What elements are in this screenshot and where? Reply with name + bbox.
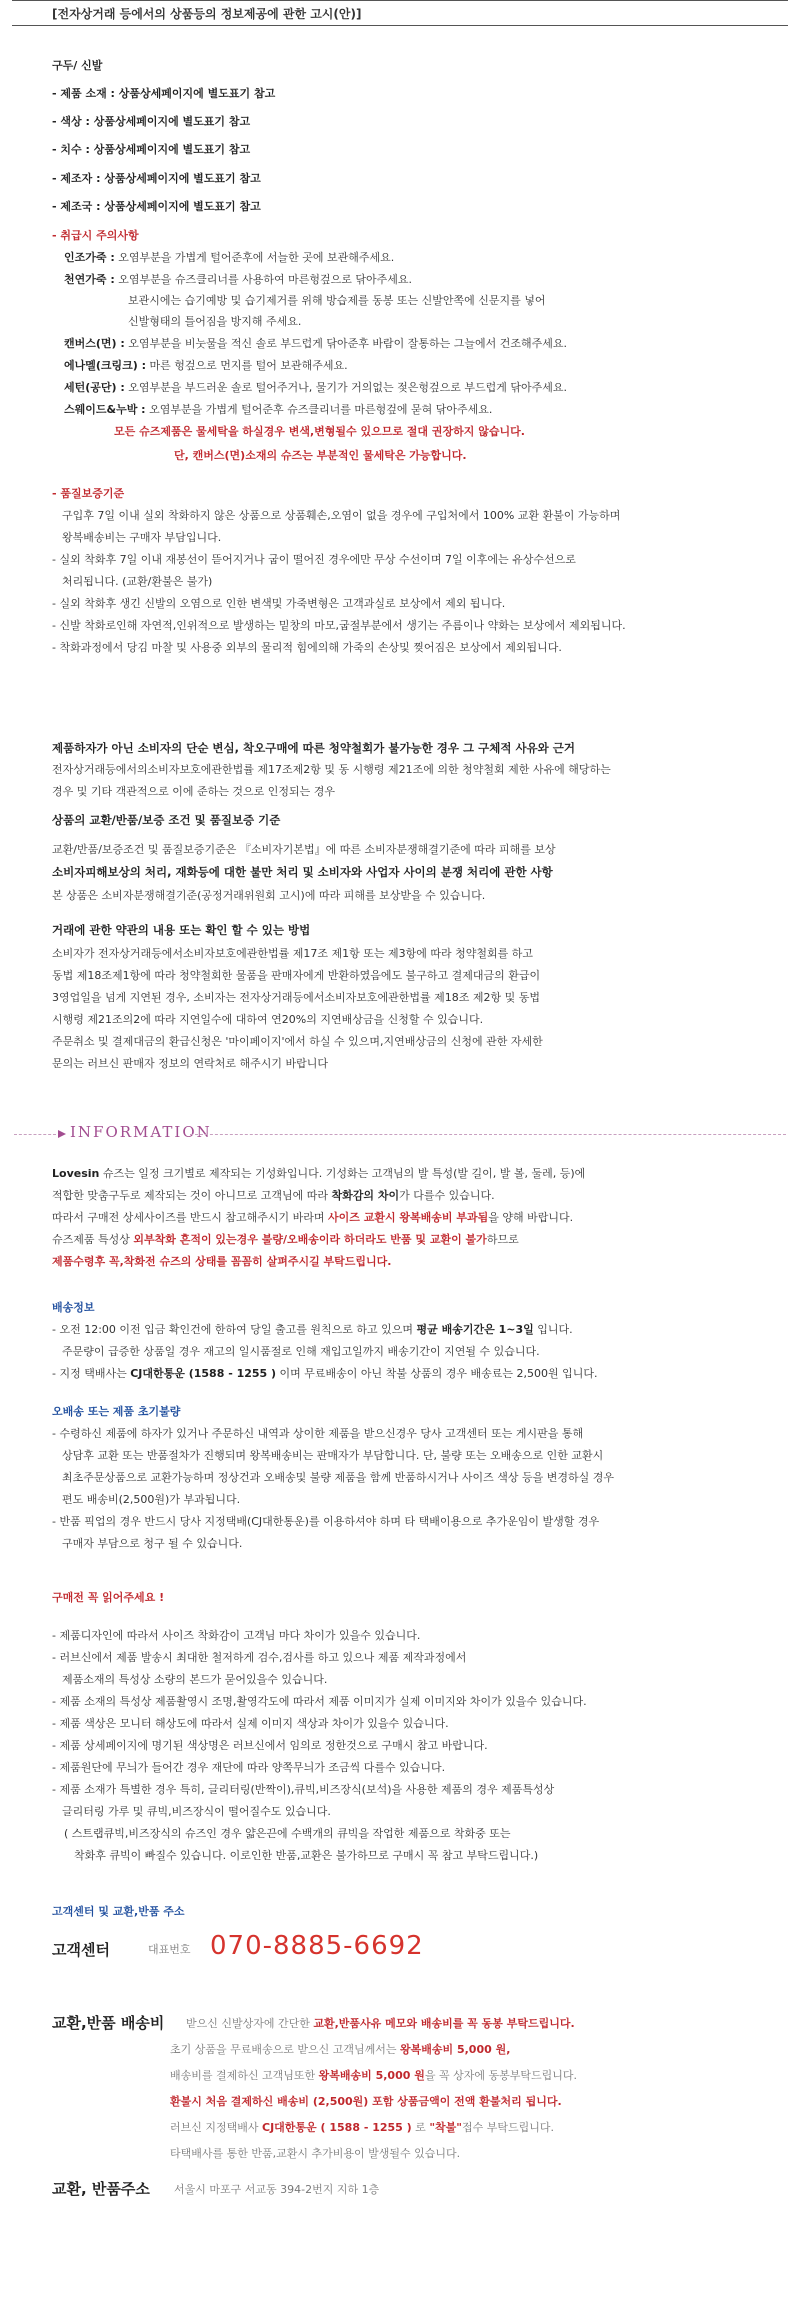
care-warning: 모든 슈즈제품은 물세탁을 하실경우 변색,변형될수 있으므로 절대 권장하지 않습니다. <box>114 425 525 438</box>
care-line: 캔버스(면) : 오염부분을 비눗물을 적신 솔로 부드럽게 닦아준후 바람이 잘통하는 그늘에서 건조해주세요. <box>64 337 568 350</box>
product-item: - 치수 : 상품상세페이지에 별도표기 참고 <box>52 143 251 156</box>
product-item: - 색상 : 상품상세페이지에 별도표기 참고 <box>52 115 251 128</box>
return-fee-line: 배송비를 결제하신 고객님또한 왕복배송비 5,000 원을 꼭 상자에 동봉부탁드립니다. <box>170 2069 577 2082</box>
care-line: 신발형태의 틀어짐을 방지해 주세요. <box>128 315 302 328</box>
return-fee-line: 초기 상품을 무료배송으로 받으신 고객님께서는 왕복배송비 5,000 원, <box>170 2043 511 2056</box>
phone-number: 070-8885-6692 <box>210 1931 424 1961</box>
info-line: 슈즈제품 특성상 외부착화 흔적이 있는경우 불량/오배송이라 하더라도 반품 및 교환이 불가하므로 <box>52 1233 519 1246</box>
info-line: 적합한 맞춤구두로 제작되는 것이 아니므로 고객님에 따라 착화감의 차이가 다를수 있습니다. <box>52 1189 495 1202</box>
product-category: 구두/ 신발 <box>52 59 103 72</box>
return-fee-line: 러브신 지정택배사 CJ대한통운 ( 1588 - 1255 ) 로 "착불"접수 부탁드립니다. <box>170 2121 555 2134</box>
defect-line: 편도 배송비(2,500원)가 부과됩니다. <box>62 1493 241 1506</box>
defect-title: 오배송 또는 제품 초기불량 <box>52 1405 181 1418</box>
return-fee-label: 교환,반품 배송비 <box>52 2014 165 2032</box>
defect-line: 최초주문상품으로 교환가능하며 정상건과 오배송및 불량 제품을 함께 반품하시거나 사이즈 색상 등을 변경하실 경우 <box>62 1471 615 1484</box>
shipping-line: - 오전 12:00 이전 입금 확인건에 한하여 당일 출고를 원칙으로 하고 있으며 평균 배송기간은 1~3일 입니다. <box>52 1323 573 1336</box>
quality-title: - 품질보증기준 <box>52 487 125 500</box>
shipping-title: 배송정보 <box>52 1301 95 1314</box>
information-title: INFORMATION <box>70 1123 212 1141</box>
shipping-line: 주문량이 급증한 상품일 경우 재고의 일시품절로 인해 재입고일까지 배송기간이 지연될 수 있습니다. <box>62 1345 540 1358</box>
shipping-line: - 지정 택배사는 CJ대한통운 (1588 - 1255 ) 이며 무료배송이 아닌 착불 상품의 경우 배송료는 2,500원 입니다. <box>52 1367 598 1380</box>
quality-line: - 실외 착화후 생긴 신발의 오염으로 인한 변색및 가죽변형은 고객과실로 보상에서 제외 됩니다. <box>52 597 506 610</box>
before-buy-title: 구매전 꼭 읽어주세요 ! <box>52 1591 165 1604</box>
care-line: 인조가죽 : 오염부분을 가볍게 털어준후에 서늘한 곳에 보관해주세요. <box>64 251 395 264</box>
before-buy-line: 착화후 큐빅이 빠질수 있습니다. 이로인한 반품,교환은 불가하므로 구매시 꼭 참고 부탁드립니다.) <box>74 1849 539 1862</box>
care-line: 스웨이드&누박 : 오염부분을 가볍게 털어준후 슈즈클리너를 마른헝겊에 묻혀 닦아주세요. <box>64 403 493 416</box>
quality-line: - 신발 착화로인해 자연적,인위적으로 발생하는 밑창의 마모,굽절부분에서 생기는 주름이나 약화는 보상에서 제외됩니다. <box>52 619 626 632</box>
terms-line: 문의는 러브신 판매자 정보의 연락처로 해주시기 바랍니다 <box>52 1057 329 1070</box>
quality-line: - 착화과정에서 당김 마찰 및 사용중 외부의 물리적 힘에의해 가죽의 손상및 찢어짐은 보상에서 제외됩니다. <box>52 641 562 654</box>
terms-line: 동법 제18조제1항에 따라 청약철회한 물품을 판매자에게 반환하였음에도 불구하고 결제대금의 환급이 <box>52 969 541 982</box>
before-buy-line: - 제품 상세페이지에 명기된 색상명은 러브신에서 임의로 정한것으로 구매시 참고 바랍니다. <box>52 1739 488 1752</box>
brand-name: Lovesin <box>52 1167 100 1180</box>
exchange-line: 교환/반품/보증조건 및 품질보증기준은 『소비자기본법』에 따른 소비자분쟁해결기준에 따라 피해를 보상 <box>52 843 556 856</box>
info-line: 따라서 구매전 상세사이즈를 반드시 참고해주시기 바라며 사이즈 교환시 왕복배송비 부과됨을 양해 바랍니다. <box>52 1211 574 1224</box>
terms-line: 소비자가 전자상거래등에서소비자보호에관한법률 제17조 제1항 또는 제3항에 따라 청약철회를 하고 <box>52 947 534 960</box>
defect-line: - 수령하신 제품에 하자가 있거나 주문하신 내역과 상이한 제품을 받으신경우 당사 고객센터 또는 게시판을 통해 <box>52 1427 584 1440</box>
quality-line: 처리됩니다. (교환/환불은 불가) <box>62 575 213 588</box>
care-line: 보관시에는 습기예방 및 습기제거를 위해 방습제를 동봉 또는 신발안쪽에 신문지를 넣어 <box>128 294 546 307</box>
product-item: - 제조국 : 상품상세페이지에 별도표기 참고 <box>52 200 261 213</box>
before-buy-line: - 제품원단에 무늬가 들어간 경우 재단에 따라 양쪽무늬가 조금씩 다를수 있습니다. <box>52 1761 446 1774</box>
address-label: 교환, 반품주소 <box>52 2180 150 2198</box>
terms-line: 주문취소 및 결제대금의 환급신청은 '마이페이지'에서 하실 수 있으며,지연배상금의 신청에 관한 자세한 <box>52 1035 543 1048</box>
defect-line: 상담후 교환 또는 반품절차가 진행되며 왕복배송비는 판매자가 부담합니다. 단, 불량 또는 오배송으로 인한 교환시 <box>62 1449 604 1462</box>
before-buy-line: - 제품 소재가 특별한 경우 특히, 글리터링(반짝이),큐빅,비즈장식(보석)을 사용한 제품의 경우 제품특성상 <box>52 1783 555 1796</box>
before-buy-line: 글리터링 가루 및 큐빅,비즈장식이 떨어질수도 있습니다. <box>62 1805 331 1818</box>
return-address: 서울시 마포구 서교동 394-2번지 지하 1층 <box>174 2183 380 2196</box>
product-item: - 제조자 : 상품상세페이지에 별도표기 참고 <box>52 172 261 185</box>
defect-line: - 반품 픽업의 경우 반드시 당사 지정택배(CJ대한통운)를 이용하셔야 하며 타 택배이용으로 추가운임이 발생할 경우 <box>52 1515 600 1528</box>
terms-line: 3영업일을 넘게 지연된 경우, 소비자는 전자상거래등에서소비자보호에관한법률 제18조 제2항 및 동법 <box>52 991 540 1004</box>
before-buy-line: - 러브신에서 제품 발송시 최대한 철저하게 검수,검사를 하고 있으나 제품 제작과정에서 <box>52 1651 467 1664</box>
notice-frame <box>12 0 788 26</box>
terms-title: 거래에 관한 약관의 내용 또는 확인 할 수 있는 방법 <box>52 923 311 937</box>
defect-line: 구매자 부담으로 청구 될 수 있습니다. <box>62 1537 243 1550</box>
care-line: 세턴(공단) : 오염부분을 부드러운 솔로 털어주거나, 물기가 거의없는 젖은헝겊으로 부드럽게 닦아주세요. <box>64 381 568 394</box>
dispute-line: 본 상품은 소비자분쟁해결기준(공정거래위원회 고시)에 따라 피해를 보상받을 수 있습니다. <box>52 889 486 902</box>
page-title: [전자상거래 등에서의 상품등의 정보제공에 관한 고시(안)] <box>52 7 362 21</box>
quality-line: 구입후 7일 이내 실외 착화하지 않은 상품으로 상품훼손,오염이 없을 경우에 구입처에서 100% 교환 환불이 가능하며 <box>62 509 621 522</box>
notice-header <box>12 0 788 26</box>
before-buy-line: - 제품 색상은 모니터 해상도에 따라서 실제 이미지 색상과 차이가 있을수 있습니다. <box>52 1717 449 1730</box>
care-line: 천연가죽 : 오염부분을 슈즈클리너를 사용하여 마른헝겊으로 닦아주세요. <box>64 273 412 286</box>
before-buy-line: - 제품디자인에 따라서 사이즈 착화감이 고객님 마다 차이가 있을수 있습니다. <box>52 1629 421 1642</box>
return-fee-line: 타택배사를 통한 반품,교환시 추가비용이 발생될수 있습니다. <box>170 2147 461 2160</box>
care-line: 에나멜(크링크) : 마른 헝겊으로 먼지를 털어 보관해주세요. <box>64 359 348 372</box>
contact-title: 고객센터 및 교환,반품 주소 <box>52 1905 185 1918</box>
exchange-title: 상품의 교환/반품/보증 조건 및 품질보증 기준 <box>52 813 281 827</box>
cs-label: 고객센터 <box>52 1941 110 1959</box>
info-line: 제품수령후 꼭,착화전 슈즈의 상태를 꼼꼼히 살펴주시길 부탁드립니다. <box>52 1255 392 1268</box>
care-warning: 단, 캔버스(면)소재의 슈즈는 부분적인 물세탁은 가능합니다. <box>174 449 467 462</box>
info-divider-right <box>190 1134 786 1135</box>
rep-label: 대표번호 <box>148 1943 191 1956</box>
before-buy-line: - 제품 소재의 특성상 제품촬영시 조명,촬영각도에 따라서 제품 이미지가 실제 이미지와 차이가 있을수 있습니다. <box>52 1695 587 1708</box>
before-buy-line: ( 스트랩큐빅,비즈장식의 슈즈인 경우 얇은끈에 수백개의 큐빅을 작업한 제품으로 착화중 또는 <box>64 1827 511 1840</box>
terms-line: 시행령 제21조의2에 따라 지연일수에 대하여 연20%의 지연배상금을 신청할 수 있습니다. <box>52 1013 484 1026</box>
info-divider-left <box>14 1134 56 1135</box>
withdrawal-line: 전자상거래등에서의소비자보호에관한법률 제17조제2항 및 동 시행령 제21조에 의한 청약철회 제한 사유에 해당하는 <box>52 763 611 776</box>
dispute-title: 소비자피해보상의 처리, 재화등에 대한 불만 처리 및 소비자와 사업자 사이의 분쟁 처리에 관한 사항 <box>52 865 553 879</box>
withdrawal-line: 경우 및 기타 객관적으로 이에 준하는 것으로 인정되는 경우 <box>52 785 335 798</box>
return-fee-line: 환불시 처음 결제하신 배송비 (2,500원) 포함 상품금액이 전액 환불처리 됩니다. <box>170 2095 562 2108</box>
quality-line: 왕복배송비는 구매자 부담입니다. <box>62 531 222 544</box>
before-buy-line: 제품소재의 특성상 소량의 본드가 묻어있을수 있습니다. <box>62 1673 328 1686</box>
product-item: - 제품 소재 : 상품상세페이지에 별도표기 참고 <box>52 87 276 100</box>
info-line: Lovesin 슈즈는 일정 크기별로 제작되는 기성화입니다. 기성화는 고객님의 발 특성(발 길이, 발 볼, 둘레, 등)에 <box>52 1167 586 1180</box>
care-title: - 취급시 주의사항 <box>52 229 139 242</box>
return-fee-line: 받으신 신발상자에 간단한 교환,반품사유 메모와 배송비를 꼭 동봉 부탁드립니다. <box>186 2017 575 2030</box>
quality-line: - 실외 착화후 7일 이내 재봉선이 뜯어지거나 굽이 떨어진 경우에만 무상 수선이며 7일 이후에는 유상수선으로 <box>52 553 576 566</box>
withdrawal-title: 제품하자가 아닌 소비자의 단순 변심, 착오구매에 따른 청약철회가 불가능한 경우 그 구체적 사유와 근거 <box>52 741 575 755</box>
